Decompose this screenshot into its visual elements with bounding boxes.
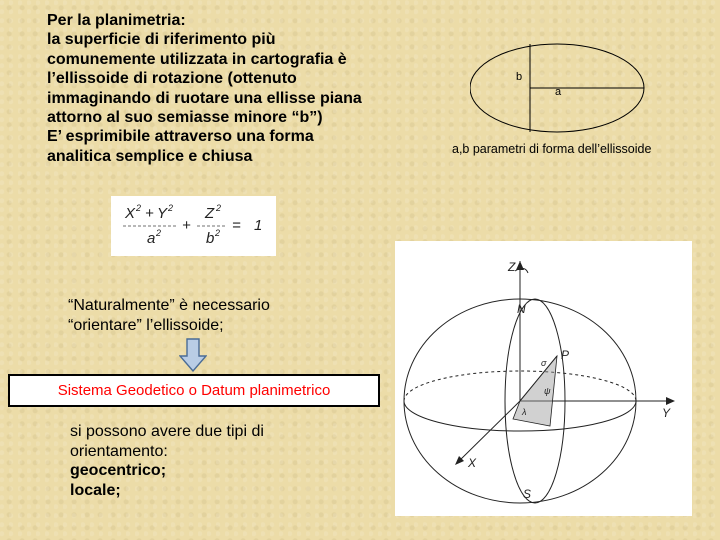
- ellipse-caption: a,b parametri di forma dell’ellissoide: [452, 142, 652, 156]
- down-arrow-icon: [179, 338, 207, 372]
- pole-label-n: N: [517, 302, 526, 316]
- formula-z: Z: [205, 205, 215, 222]
- formula-y: Y: [157, 205, 168, 222]
- intro-line: la superficie di riferimento più: [47, 31, 276, 49]
- z-arrowhead: [516, 261, 524, 270]
- ellipsoid-globe-figure: [395, 241, 692, 516]
- orient-line: si possono avere due tipi di: [70, 423, 264, 440]
- axis-label-z: Z: [508, 260, 516, 274]
- intro-line: E’ esprimibile attraverso una forma: [47, 128, 314, 146]
- point-label-p: P: [561, 348, 570, 362]
- intro-line: immaginando di ruotare una ellisse piana: [47, 89, 362, 107]
- formula-exp: 2: [136, 203, 142, 213]
- formula-equals: =: [232, 217, 241, 234]
- orient-type-geocentric: geocentrico;: [70, 462, 167, 479]
- intro-line: analitica semplice e chiusa: [47, 147, 253, 165]
- axis-label-x: X: [468, 456, 477, 470]
- datum-box: [8, 374, 380, 407]
- intro-line: attorno al suo semiasse minore “b”): [47, 109, 323, 127]
- ellipsoid-formula: [111, 196, 276, 256]
- orientation-types: [70, 422, 264, 500]
- semiaxis-a-label: a: [555, 86, 562, 98]
- intro-line: Per la planimetria:: [47, 12, 186, 29]
- formula-exp: 2: [168, 203, 174, 213]
- formula-one: 1: [254, 217, 263, 234]
- angle-sigma: σ: [541, 358, 547, 368]
- orient-type-local: locale;: [70, 481, 121, 499]
- formula-exp: 2: [216, 203, 222, 213]
- note-line: “orientare” l’ellissoide;: [68, 316, 224, 334]
- y-arrowhead: [666, 397, 675, 405]
- formula-b: b: [206, 230, 215, 247]
- orientation-note: [68, 296, 270, 335]
- x-axis: [457, 401, 520, 463]
- pole-label-s: S: [523, 487, 532, 501]
- orient-line: orientamento:: [70, 442, 168, 460]
- formula-exp: 2: [215, 228, 221, 238]
- datum-label: Sistema Geodetico o Datum planimetrico: [57, 382, 331, 399]
- formula-a: a: [147, 230, 156, 247]
- formula-plus: +: [145, 205, 154, 222]
- intro-paragraph: [47, 11, 427, 166]
- formula-plus: +: [182, 217, 191, 234]
- axis-label-y: Y: [662, 406, 671, 420]
- angle-psi: ψ: [544, 386, 551, 396]
- angle-lambda: λ: [522, 407, 527, 417]
- globe-svg: [395, 241, 692, 516]
- formula-exp: 2: [156, 228, 162, 238]
- intro-line: comunemente utilizzata in cartografia è: [47, 50, 347, 68]
- note-line: “Naturalmente” è necessario: [68, 297, 270, 314]
- formula-x: X: [125, 205, 136, 222]
- intro-line: l’ellissoide di rotazione (ottenuto: [47, 70, 297, 88]
- formula-svg: [111, 196, 276, 256]
- semiaxis-b-label: b: [516, 71, 523, 83]
